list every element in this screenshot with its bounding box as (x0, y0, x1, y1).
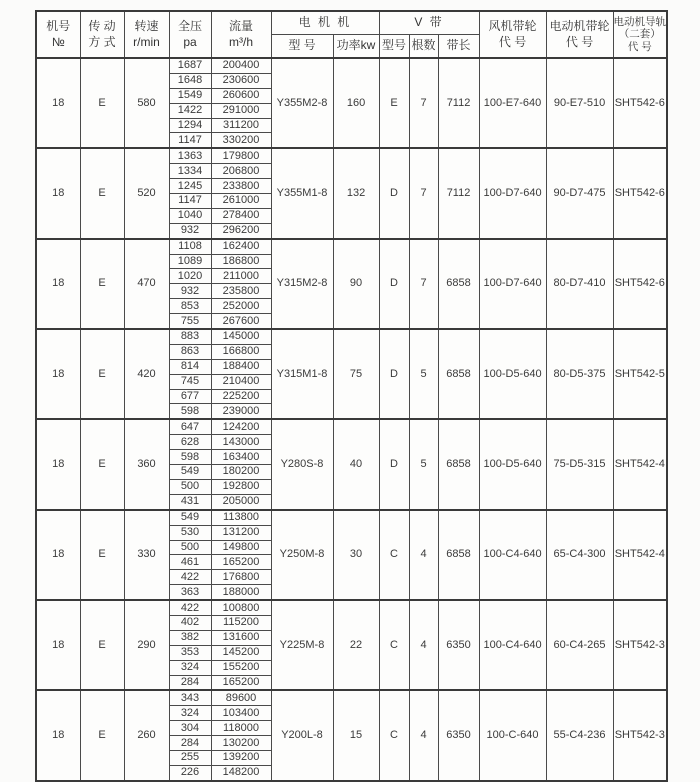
cell-vbelt-count: 5 (409, 329, 438, 419)
cell-vbelt-model: D (379, 148, 409, 238)
cell-pressure: 853 (169, 299, 211, 314)
cell-pressure: 324 (169, 706, 211, 721)
cell-motor-pulley: 80-D5-375 (546, 329, 613, 419)
cell-drive-mode: E (80, 600, 124, 690)
cell-flow: 188400 (211, 359, 271, 374)
header-flow (211, 11, 271, 58)
cell-flow: 296200 (211, 223, 271, 238)
cell-pressure: 363 (169, 585, 211, 600)
cell-drive-mode: E (80, 510, 124, 600)
cell-flow: 155200 (211, 660, 271, 675)
cell-speed: 420 (124, 329, 169, 419)
cell-pressure: 745 (169, 374, 211, 389)
cell-flow: 211000 (211, 269, 271, 284)
table-row (36, 329, 667, 344)
cell-flow: 311200 (211, 118, 271, 133)
cell-motor-model: Y315M1-8 (271, 329, 333, 419)
cell-flow: 131600 (211, 630, 271, 645)
cell-motor-rail: SHT542-5 (613, 329, 667, 419)
cell-flow: 278400 (211, 208, 271, 223)
cell-speed: 260 (124, 690, 169, 780)
cell-pressure: 814 (169, 359, 211, 374)
cell-vbelt-length: 7112 (438, 58, 479, 148)
cell-flow: 252000 (211, 299, 271, 314)
cell-pressure: 284 (169, 675, 211, 690)
cell-flow: 149800 (211, 540, 271, 555)
header-vbelt-model: 型号 (379, 35, 409, 59)
cell-speed: 470 (124, 239, 169, 329)
cell-drive-mode: E (80, 690, 124, 780)
cell-flow: 165200 (211, 555, 271, 570)
header-motor-rail (613, 11, 667, 58)
cell-motor-power: 75 (333, 329, 379, 419)
cell-pressure: 883 (169, 329, 211, 344)
cell-pressure: 1108 (169, 239, 211, 254)
header-motor-pulley-line1: 电动机带轮 (549, 18, 610, 33)
cell-pressure: 647 (169, 419, 211, 434)
cell-fan-pulley: 100-C-640 (479, 690, 546, 780)
header-speed-line2: r/min (133, 34, 160, 49)
cell-vbelt-length: 6858 (438, 329, 479, 419)
cell-motor-model: Y280S-8 (271, 419, 333, 509)
cell-speed: 520 (124, 148, 169, 238)
cell-vbelt-model: C (379, 600, 409, 690)
cell-motor-pulley: 90-E7-510 (546, 58, 613, 148)
header-motor-rail-line2: （二套） (618, 28, 661, 41)
cell-motor-power: 40 (333, 419, 379, 509)
cell-motor-pulley: 65-C4-300 (546, 510, 613, 600)
header-machine-no-line2: № (51, 34, 65, 49)
header-drive-mode-line1: 传 动 (88, 18, 116, 33)
header-drive-mode-line2: 方 式 (88, 34, 116, 49)
cell-pressure: 1687 (169, 58, 211, 73)
cell-pressure: 343 (169, 690, 211, 705)
cell-flow: 225200 (211, 389, 271, 404)
cell-machine-no: 18 (36, 600, 80, 690)
cell-flow: 103400 (211, 706, 271, 721)
cell-pressure: 284 (169, 736, 211, 751)
cell-pressure: 1549 (169, 88, 211, 103)
header-drive-mode (80, 11, 124, 58)
header-machine-no-line1: 机号 (46, 18, 71, 33)
cell-fan-pulley: 100-D5-640 (479, 419, 546, 509)
cell-drive-mode: E (80, 58, 124, 148)
cell-vbelt-length: 6350 (438, 600, 479, 690)
cell-motor-rail: SHT542-6 (613, 58, 667, 148)
cell-pressure: 598 (169, 450, 211, 465)
table-row (36, 600, 667, 615)
cell-drive-mode: E (80, 239, 124, 329)
cell-fan-pulley: 100-D5-640 (479, 329, 546, 419)
cell-flow: 113800 (211, 510, 271, 525)
cell-vbelt-model: E (379, 58, 409, 148)
cell-flow: 206800 (211, 164, 271, 179)
cell-motor-model: Y315M2-8 (271, 239, 333, 329)
header-vbelt-count: 根数 (409, 35, 438, 59)
cell-pressure: 628 (169, 435, 211, 450)
cell-pressure: 1147 (169, 133, 211, 148)
cell-pressure: 1363 (169, 148, 211, 163)
cell-pressure: 431 (169, 494, 211, 509)
cell-motor-rail: SHT542-3 (613, 600, 667, 690)
cell-vbelt-count: 4 (409, 600, 438, 690)
cell-vbelt-model: D (379, 329, 409, 419)
cell-flow: 235800 (211, 284, 271, 299)
table-row (36, 690, 667, 705)
cell-fan-pulley: 100-C4-640 (479, 600, 546, 690)
cell-motor-model: Y355M2-8 (271, 58, 333, 148)
header-fan-pulley-line1: 风机带轮 (488, 18, 537, 33)
cell-pressure: 1294 (169, 118, 211, 133)
cell-flow: 205000 (211, 494, 271, 509)
cell-motor-power: 30 (333, 510, 379, 600)
header-speed (124, 11, 169, 58)
cell-pressure: 1020 (169, 269, 211, 284)
cell-flow: 163400 (211, 450, 271, 465)
cell-flow: 192800 (211, 479, 271, 494)
cell-pressure: 255 (169, 750, 211, 765)
cell-flow: 233800 (211, 179, 271, 194)
cell-flow: 179800 (211, 148, 271, 163)
cell-motor-pulley: 80-D7-410 (546, 239, 613, 329)
cell-motor-power: 22 (333, 600, 379, 690)
cell-flow: 186800 (211, 254, 271, 269)
cell-motor-power: 15 (333, 690, 379, 780)
header-motor-model: 型 号 (271, 35, 333, 59)
cell-vbelt-model: C (379, 510, 409, 600)
cell-pressure: 598 (169, 404, 211, 419)
cell-motor-rail: SHT542-4 (613, 510, 667, 600)
cell-flow: 124200 (211, 419, 271, 434)
cell-flow: 143000 (211, 435, 271, 450)
header-flow-line1: 流量 (228, 18, 253, 33)
cell-flow: 230600 (211, 73, 271, 88)
cell-machine-no: 18 (36, 148, 80, 238)
cell-drive-mode: E (80, 419, 124, 509)
cell-vbelt-count: 4 (409, 510, 438, 600)
header-flow-line2: m³/h (229, 34, 253, 49)
cell-motor-model: Y200L-8 (271, 690, 333, 780)
cell-motor-pulley: 60-C4-265 (546, 600, 613, 690)
cell-motor-rail: SHT542-3 (613, 690, 667, 780)
table-row (36, 510, 667, 525)
cell-motor-rail: SHT542-4 (613, 419, 667, 509)
cell-pressure: 1147 (169, 194, 211, 209)
table-row (36, 239, 667, 254)
cell-pressure: 461 (169, 555, 211, 570)
table-row (36, 148, 667, 163)
cell-flow: 89600 (211, 690, 271, 705)
cell-flow: 139200 (211, 750, 271, 765)
cell-fan-pulley: 100-D7-640 (479, 148, 546, 238)
cell-vbelt-count: 7 (409, 148, 438, 238)
cell-vbelt-count: 7 (409, 239, 438, 329)
cell-flow: 261000 (211, 194, 271, 209)
header-pressure-line1: 全压 (177, 18, 202, 33)
cell-vbelt-length: 6858 (438, 239, 479, 329)
cell-flow: 145000 (211, 329, 271, 344)
cell-flow: 145200 (211, 645, 271, 660)
cell-flow: 118000 (211, 721, 271, 736)
cell-flow: 188000 (211, 585, 271, 600)
cell-pressure: 500 (169, 540, 211, 555)
cell-flow: 162400 (211, 239, 271, 254)
cell-vbelt-model: C (379, 690, 409, 780)
cell-motor-rail: SHT542-6 (613, 239, 667, 329)
header-motor-pulley (546, 11, 613, 58)
cell-pressure: 324 (169, 660, 211, 675)
header-vbelt-length: 带长 (438, 35, 479, 59)
cell-pressure: 932 (169, 223, 211, 238)
cell-motor-model: Y225M-8 (271, 600, 333, 690)
cell-pressure: 549 (169, 465, 211, 480)
cell-flow: 239000 (211, 404, 271, 419)
cell-vbelt-count: 7 (409, 58, 438, 148)
table-row (36, 58, 667, 73)
cell-fan-pulley: 100-D7-640 (479, 239, 546, 329)
cell-pressure: 549 (169, 510, 211, 525)
cell-pressure: 500 (169, 479, 211, 494)
cell-pressure: 863 (169, 344, 211, 359)
cell-pressure: 1422 (169, 103, 211, 118)
header-motor-power: 功率kw (333, 35, 379, 59)
cell-machine-no: 18 (36, 510, 80, 600)
spec-table-body (36, 58, 667, 781)
cell-vbelt-length: 7112 (438, 148, 479, 238)
cell-flow: 115200 (211, 615, 271, 630)
cell-pressure: 932 (169, 284, 211, 299)
header-motor-rail-line3: 代 号 (627, 40, 652, 53)
cell-motor-power: 160 (333, 58, 379, 148)
cell-motor-rail: SHT542-6 (613, 148, 667, 238)
cell-speed: 360 (124, 419, 169, 509)
cell-pressure: 304 (169, 721, 211, 736)
spec-table-header (36, 11, 667, 58)
cell-pressure: 1245 (169, 179, 211, 194)
cell-flow: 166800 (211, 344, 271, 359)
cell-vbelt-count: 5 (409, 419, 438, 509)
cell-vbelt-model: D (379, 419, 409, 509)
cell-flow: 176800 (211, 570, 271, 585)
cell-pressure: 677 (169, 389, 211, 404)
cell-flow: 180200 (211, 465, 271, 480)
cell-vbelt-count: 4 (409, 690, 438, 780)
cell-speed: 290 (124, 600, 169, 690)
header-fan-pulley-line2: 代 号 (498, 34, 527, 49)
cell-pressure: 1089 (169, 254, 211, 269)
cell-pressure: 402 (169, 615, 211, 630)
cell-drive-mode: E (80, 329, 124, 419)
cell-vbelt-length: 6350 (438, 690, 479, 780)
cell-flow: 148200 (211, 765, 271, 780)
cell-flow: 131200 (211, 525, 271, 540)
cell-pressure: 755 (169, 314, 211, 329)
cell-pressure: 422 (169, 600, 211, 615)
fan-spec-table (35, 10, 668, 782)
cell-motor-pulley: 75-D5-315 (546, 419, 613, 509)
cell-flow: 267600 (211, 314, 271, 329)
header-pressure-line2: pa (183, 34, 197, 49)
cell-speed: 580 (124, 58, 169, 148)
cell-vbelt-length: 6858 (438, 419, 479, 509)
cell-machine-no: 18 (36, 239, 80, 329)
cell-machine-no: 18 (36, 58, 80, 148)
header-fan-pulley (479, 11, 546, 58)
header-motor-rail-line1: 电动机导轨 (613, 16, 667, 29)
cell-motor-model: Y250M-8 (271, 510, 333, 600)
header-speed-line1: 转速 (134, 18, 159, 33)
cell-machine-no: 18 (36, 329, 80, 419)
cell-pressure: 1648 (169, 73, 211, 88)
cell-pressure: 1040 (169, 208, 211, 223)
header-machine-no (36, 11, 80, 58)
header-row-1 (36, 11, 667, 35)
header-vbelt-group: V 带 (379, 11, 479, 35)
cell-fan-pulley: 100-C4-640 (479, 510, 546, 600)
cell-pressure: 1334 (169, 164, 211, 179)
cell-motor-power: 132 (333, 148, 379, 238)
cell-flow: 100800 (211, 600, 271, 615)
cell-flow: 260600 (211, 88, 271, 103)
cell-pressure: 422 (169, 570, 211, 585)
cell-vbelt-length: 6858 (438, 510, 479, 600)
cell-flow: 165200 (211, 675, 271, 690)
cell-flow: 291000 (211, 103, 271, 118)
cell-flow: 200400 (211, 58, 271, 73)
cell-pressure: 382 (169, 630, 211, 645)
cell-drive-mode: E (80, 148, 124, 238)
cell-flow: 210400 (211, 374, 271, 389)
cell-speed: 330 (124, 510, 169, 600)
cell-vbelt-model: D (379, 239, 409, 329)
cell-motor-model: Y355M1-8 (271, 148, 333, 238)
cell-motor-power: 90 (333, 239, 379, 329)
cell-pressure: 353 (169, 645, 211, 660)
header-motor-group: 电 机 机 (271, 11, 379, 35)
cell-motor-pulley: 55-C4-236 (546, 690, 613, 780)
table-row (36, 419, 667, 434)
cell-motor-pulley: 90-D7-475 (546, 148, 613, 238)
cell-pressure: 530 (169, 525, 211, 540)
cell-flow: 130200 (211, 736, 271, 751)
cell-machine-no: 18 (36, 419, 80, 509)
header-pressure (169, 11, 211, 58)
cell-fan-pulley: 100-E7-640 (479, 58, 546, 148)
cell-flow: 330200 (211, 133, 271, 148)
header-motor-pulley-line2: 代 号 (565, 34, 594, 49)
cell-machine-no: 18 (36, 690, 80, 780)
cell-pressure: 226 (169, 765, 211, 780)
